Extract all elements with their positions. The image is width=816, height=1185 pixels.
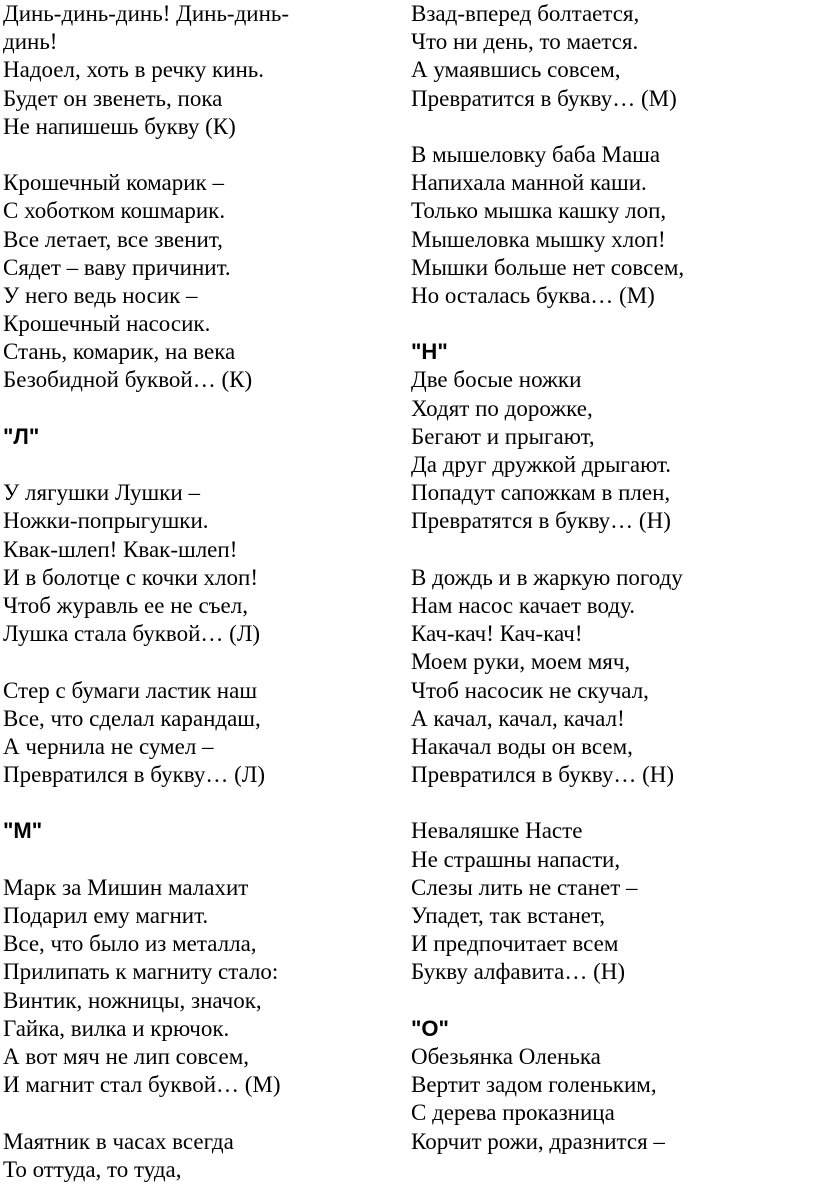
poem-line: Безобидной буквой… (К) bbox=[3, 367, 253, 393]
poem-line: А умаявшись совсем, bbox=[411, 57, 621, 83]
poem-line: Две босые ножки bbox=[411, 367, 582, 393]
poem-line: Гайка, вилка и крючок. bbox=[3, 1015, 230, 1041]
blank-line bbox=[3, 451, 393, 479]
poem-line: Стер с бумаги ластик наш bbox=[3, 677, 258, 703]
poem-line: В мышеловку баба Маша bbox=[411, 141, 661, 167]
poem-line: Корчит рожи, дразнится – bbox=[411, 1128, 665, 1154]
poem-line: Накачал воды он всем, bbox=[411, 733, 633, 759]
poem-line: Все летает, все звенит, bbox=[3, 226, 223, 252]
poem-line: Что ни день, то мается. bbox=[411, 29, 639, 55]
poem-line: Не страшны напасти, bbox=[411, 846, 621, 872]
poem-line: Моем руки, моем мяч, bbox=[411, 649, 631, 675]
poem-line: Прилипать к магниту стало: bbox=[3, 959, 279, 985]
poem-line: Не напишешь букву (К) bbox=[3, 113, 236, 139]
letter-heading: "М" bbox=[3, 818, 43, 844]
blank-line bbox=[411, 789, 811, 817]
letter-heading: "Л" bbox=[3, 423, 40, 449]
poem-line: С хоботком кошмарик. bbox=[3, 198, 226, 224]
poem-line: Стань, комарик, на века bbox=[3, 339, 236, 365]
poem-line: И в болотце с кочки хлоп! bbox=[3, 564, 258, 590]
poem-line: Только мышка кашку лоп, bbox=[411, 198, 667, 224]
poem-line: Будет он звенеть, пока bbox=[3, 85, 223, 111]
poem-line: Обезьянка Оленька bbox=[411, 1043, 601, 1069]
poem-line: Да друг дружкой дрыгают. bbox=[411, 452, 672, 477]
poem-line: Чтоб журавль ее не съел, bbox=[3, 592, 248, 618]
poem-line: Неваляшке Насте bbox=[411, 818, 583, 844]
poem-line: Превратился в букву… (Н) bbox=[411, 762, 675, 788]
poem-line: Подарил ему магнит. bbox=[3, 903, 209, 928]
poem-line: Маятник в часах всегда bbox=[3, 1128, 234, 1154]
poem-line: Мышки больше нет совсем, bbox=[411, 254, 685, 280]
poem-line: Превратятся в букву… (Н) bbox=[411, 508, 671, 534]
poem-line: Бегают и прыгают, bbox=[411, 423, 595, 449]
poem-line: А чернила не сумел – bbox=[3, 733, 214, 759]
blank-line bbox=[3, 846, 393, 874]
blank-line bbox=[411, 113, 811, 141]
right-column bbox=[411, 0, 811, 1156]
poem-line: Превратился в букву… (Л) bbox=[3, 762, 266, 788]
poem-line: С дерева проказница bbox=[411, 1100, 615, 1126]
letter-heading: "О" bbox=[411, 1015, 449, 1041]
poem-line: И предпочитает всем bbox=[411, 931, 619, 957]
poem-line: Крошечный насосик. bbox=[3, 311, 211, 337]
poem-line: Нам насос качает воду. bbox=[411, 592, 635, 618]
poem-line: Сядет – ваву причинит. bbox=[3, 254, 231, 280]
poem-line: Мышеловка мышку хлоп! bbox=[411, 226, 666, 252]
poem-line: Марк за Мишин малахит bbox=[3, 874, 249, 900]
poem-line: Вертит задом голеньким, bbox=[411, 1072, 657, 1098]
poem-line: Чтоб насосик не скучал, bbox=[411, 677, 649, 703]
blank-line bbox=[411, 987, 811, 1015]
poem-line: Ножки-попрыгушки. bbox=[3, 508, 209, 534]
poem-line: Попадут сапожкам в плен, bbox=[411, 480, 671, 506]
poem-line: Превратится в букву… (М) bbox=[411, 85, 677, 111]
blank-line bbox=[3, 1099, 393, 1127]
blank-line bbox=[3, 141, 393, 169]
poem-line: И магнит стал буквой… (М) bbox=[3, 1072, 281, 1098]
poem-line: динь! bbox=[3, 29, 58, 55]
blank-line bbox=[3, 648, 393, 676]
poem-line: Упадет, так встанет, bbox=[411, 903, 606, 928]
poem-line: У лягушки Лушки – bbox=[3, 480, 200, 506]
poem-line: Букву алфавита… (Н) bbox=[411, 959, 626, 985]
poem-line: Квак-шлеп! Квак-шлеп! bbox=[3, 536, 238, 562]
poem-line: А качал, качал, качал! bbox=[411, 705, 625, 731]
poem-line: Винтик, ножницы, значок, bbox=[3, 987, 262, 1013]
poem-line: Кач-кач! Кач-кач! bbox=[411, 621, 583, 647]
poem-line: Слезы лить не станет – bbox=[411, 874, 638, 900]
poem-line: В дождь и в жаркую погоду bbox=[411, 564, 683, 590]
poem-line: У него ведь носик – bbox=[3, 282, 198, 308]
blank-line bbox=[3, 789, 393, 817]
letter-heading: "Н" bbox=[411, 339, 448, 365]
poem-line: Ходят по дорожке, bbox=[411, 395, 593, 421]
left-column bbox=[3, 0, 393, 1184]
poem-line: То оттуда, то туда, bbox=[3, 1156, 182, 1182]
blank-line bbox=[411, 536, 811, 564]
poem-line: Все, что сделал карандаш, bbox=[3, 705, 261, 731]
blank-line bbox=[3, 395, 393, 423]
poem-line: Крошечный комарик – bbox=[3, 170, 224, 196]
poem-line: Надоел, хоть в речку кинь. bbox=[3, 57, 265, 83]
poem-line: Динь-динь-динь! Динь-динь- bbox=[3, 1, 290, 26]
poem-line: Но осталась буква… (М) bbox=[411, 282, 655, 308]
poem-line: Все, что было из металла, bbox=[3, 931, 257, 957]
blank-line bbox=[411, 310, 811, 338]
poem-line: Лушка стала буквой… (Л) bbox=[3, 621, 261, 647]
poem-line: Напихала манной каши. bbox=[411, 170, 647, 196]
poem-line: А вот мяч не лип совсем, bbox=[3, 1043, 250, 1069]
poem-line: Взад-вперед болтается, bbox=[411, 1, 640, 26]
